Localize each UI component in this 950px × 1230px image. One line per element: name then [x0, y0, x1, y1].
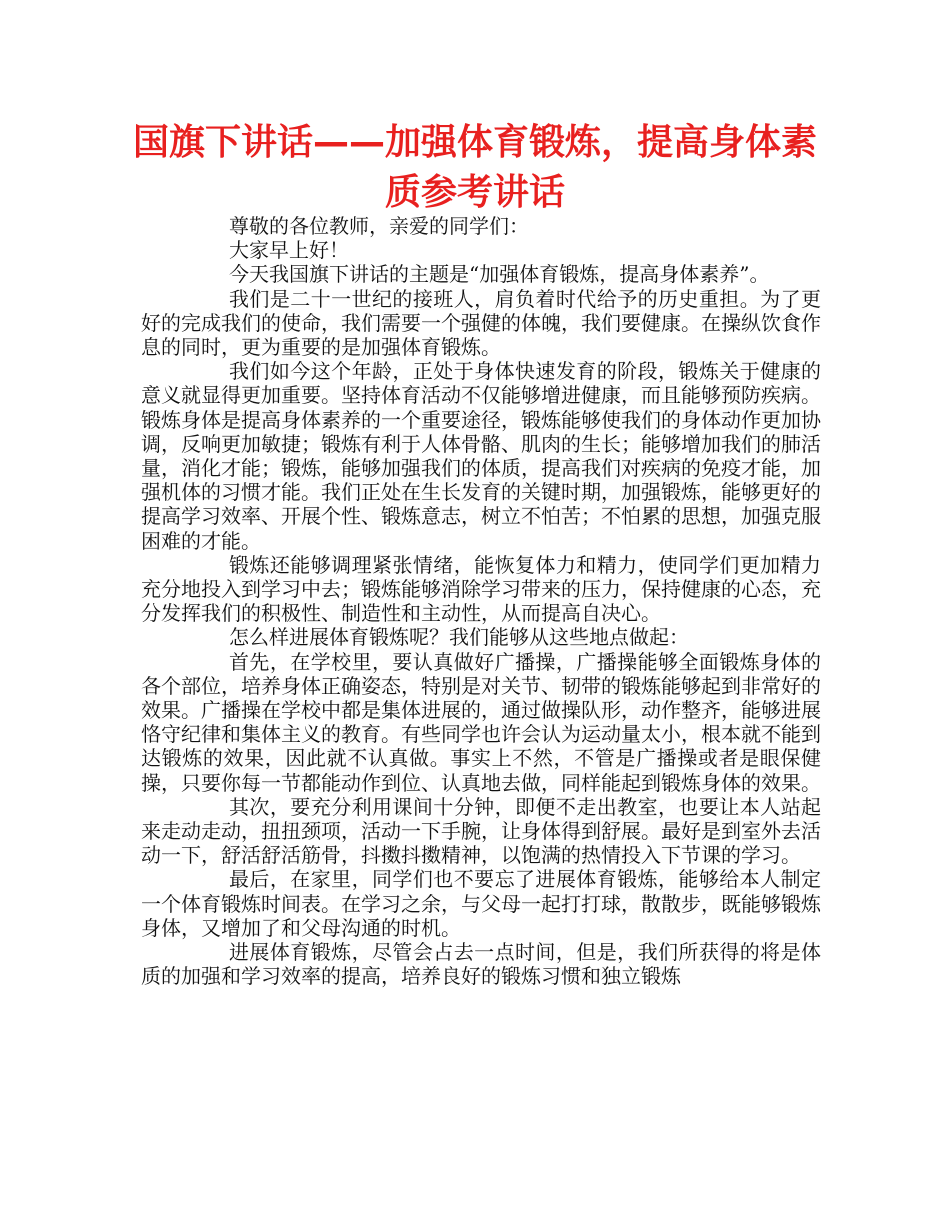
paragraph: 首先，在学校里，要认真做好广播操，广播操能够全面锻炼身体的各个部位，培养身体正确姿态，特别是对关节、韧带的锻炼能够起到非常好的效果。广播操在学校中都是集体进展的，通过做操队形，动作整齐，能够进展恪守纪律和集体主义的教育。有些同学也许会认为运动量太小，根本就不能到达锻炼的效果，因此就不认真做。事实上不然，不管是广播操或者是眼保健操，只要你每一节都能动作到位、认真地去做，同样能起到锻炼身体的效果。 — [141, 649, 821, 795]
paragraph: 我们如今这个年龄，正处于身体快速发育的阶段，锻炼关于健康的意义就显得更加重要。坚持体育活动不仅能够增进健康，而且能够预防疾病。锻炼身体是提高身体素养的一个重要途径，锻炼能够使我们的身体动作更加协调，反响更加敏捷；锻炼有利于人体骨骼、肌肉的生长；能够增加我们的肺活量，消化才能；锻炼，能够加强我们的体质，提高我们对疾病的免疫才能，加强机体的习惯才能。我们正处在生长发育的关键时期，加强锻炼，能够更好的提高学习效率、开展个性、锻炼意志，树立不怕苦；不怕累的思想，加强克服困难的才能。 — [141, 359, 821, 553]
document-body — [141, 214, 821, 989]
paragraph-greeting: 大家早上好！ — [229, 238, 349, 263]
paragraph: 锻炼还能够调理紧张情绪，能恢复体力和精力，使同学们更加精力充分地投入到学习中去；锻炼能够消除学习带来的压力，保持健康的心态，充分发挥我们的积极性、制造性和主动性，从而提高自决心。 — [141, 552, 821, 626]
paragraph: 我们是二十一世纪的接班人，肩负着时代给予的历史重担。为了更好的完成我们的使命，我们需要一个强健的体魄，我们要健康。在操纵饮食作息的同时，更为重要的是加强体育锻炼。 — [141, 286, 821, 360]
paragraph: 进展体育锻炼，尽管会占去一点时间，但是，我们所获得的将是体质的加强和学习效率的提高，培养良好的锻炼习惯和独立锻炼 — [141, 940, 821, 989]
paragraph-salutation: 尊敬的各位教师，亲爱的同学们： — [229, 214, 529, 238]
paragraph: 最后，在家里，同学们也不要忘了进展体育锻炼，能够给本人制定一个体育锻炼时间表。在学习之余，与父母一起打打球，散散步，既能够锻炼身体，又增加了和父母沟通的时机。 — [141, 867, 821, 940]
paragraph-topic: 今天我国旗下讲话的主题是“加强体育锻炼，提高身体素养”。 — [229, 262, 770, 287]
paragraph: 其次，要充分利用课间十分钟，即便不走出教室，也要让本人站起来走动走动，扭扭颈项，活动一下手腕，让身体得到舒展。最好是到室外去活动一下，舒活舒活筋骨，抖擞抖擞精神，以饱满的热情投入下节课的学习。 — [141, 794, 821, 868]
paragraph: 怎么样进展体育锻炼呢？我们能够从这些地点做起： — [229, 625, 689, 650]
document-title: 国旗下讲话——加强体育锻炼，提高身体素质参考讲话 — [132, 122, 817, 213]
